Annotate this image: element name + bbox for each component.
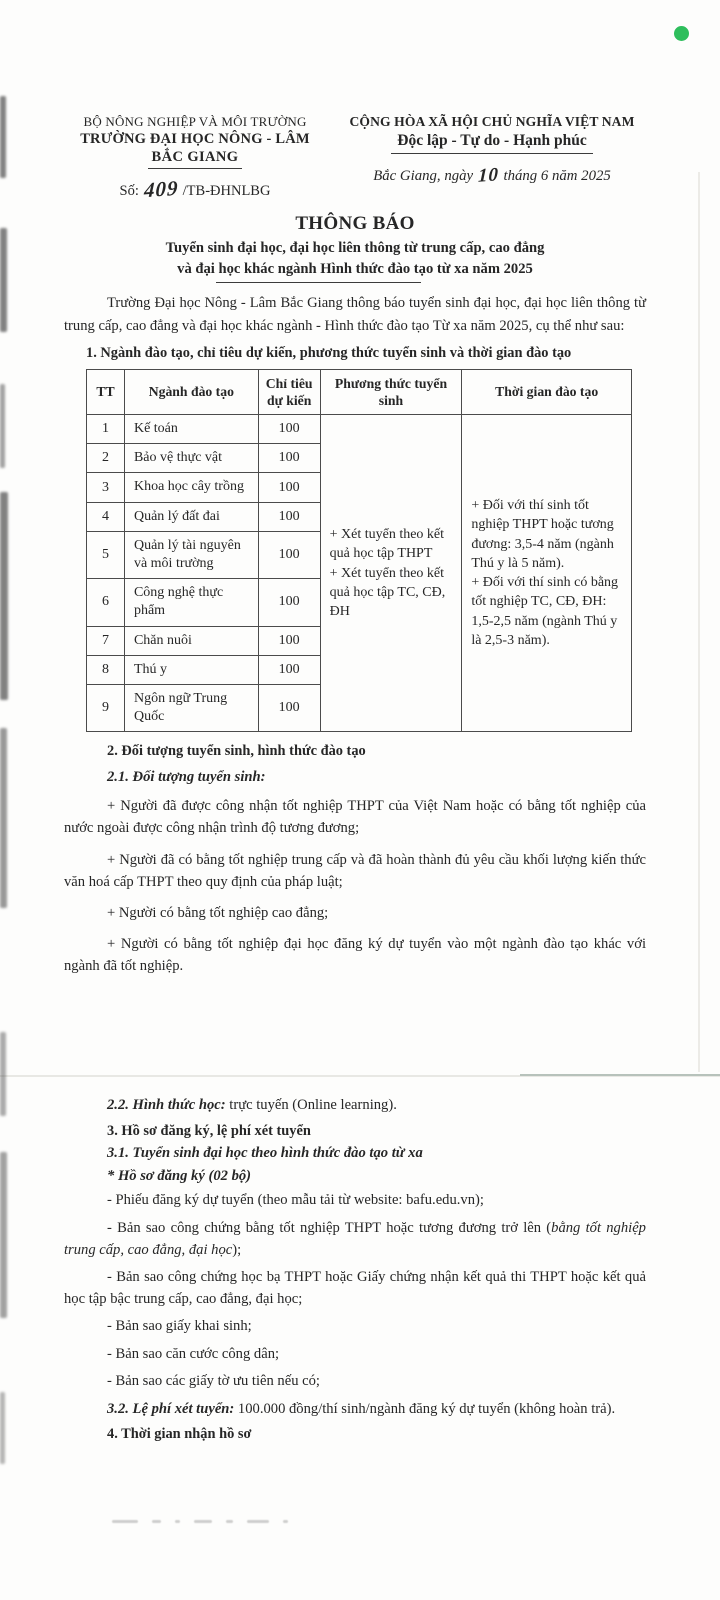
cell-chitieu: 100 (258, 626, 320, 655)
document-number-label: Số: (119, 183, 139, 199)
scan-edge-artifact (0, 384, 5, 468)
section22-lead: 2.2. Hình thức học: (107, 1097, 226, 1114)
cell-nganh: Quản lý đất đai (124, 502, 258, 531)
national-motto: Độc lập - Tự do - Hạnh phúc (391, 132, 592, 154)
date-suffix: tháng 6 năm 2025 (503, 168, 611, 184)
dossier-item2-italic: bằng tốt nghiệp trung cấp, cao đẳng, đại học (64, 1219, 646, 1258)
dossier-item: - Bản sao các giấy tờ ưu tiên nếu có; (107, 1373, 320, 1390)
university-name-line1: TRƯỜNG ĐẠI HỌC NÔNG - LÂM (80, 131, 310, 147)
section2-heading: 2. Đối tượng tuyển sinh, hình thức đào tạo (107, 743, 366, 760)
eligibility-item: + Người đã được công nhận tốt nghiệp THPT của Việt Nam hoặc có bằng tốt nghiệp của nước ngoài được công nhận trình độ tương đương; (64, 798, 646, 837)
document-number-handwritten: 409 (143, 175, 179, 203)
cell-nganh: Khoa học cây trồng (124, 473, 258, 502)
eligibility-item: + Người có bằng tốt nghiệp đại học đăng ký dự tuyển vào một ngành đào tạo khác với ngành đã tốt nghiệp. (64, 936, 646, 975)
hoso-heading: * Hồ sơ đăng ký (02 bộ) (107, 1167, 252, 1184)
section3-heading: 3. Hồ sơ đăng ký, lệ phí xét tuyển (107, 1122, 311, 1139)
country-name: CỘNG HÒA XÃ HỘI CHỦ NGHĨA VIỆT NAM (349, 114, 635, 129)
dossier-item: - Bản sao giấy khai sinh; (107, 1318, 252, 1335)
dossier-item (64, 1218, 646, 1262)
green-status-dot (674, 26, 689, 41)
ministry-name: BỘ NÔNG NGHIỆP VÀ MÔI TRƯỜNG (83, 114, 307, 129)
dossier-item: - Bản sao công chứng học bạ THPT hoặc Giấy chứng nhận kết quả thi THPT hoặc kết quả học tập bậc trung cấp, cao đẳng, đại học; (64, 1269, 646, 1307)
intro-paragraph: Trường Đại học Nông - Lâm Bắc Giang thông báo tuyển sinh đại học, đại học liên thông từ trung cấp, cao đẳng và đại học khác ngành - Hình thức đào tạo Từ xa năm 2025, cụ thể như sau: (64, 295, 646, 334)
cell-chitieu: 100 (258, 502, 320, 531)
section22-line (64, 1095, 646, 1117)
cell-chitieu: 100 (258, 684, 320, 731)
eligibility-item: + Người đã có bằng tốt nghiệp trung cấp và đã hoàn thành đủ yêu cầu khối lượng kiến thức văn hoá cấp THPT theo quy định của pháp luật; (64, 851, 646, 890)
dossier-item2-pre: - Bản sao công chứng bằng tốt nghiệp THPT hoặc tương đương trở lên ( (107, 1219, 552, 1236)
table-header-row (87, 369, 632, 414)
cell-chitieu: 100 (258, 415, 320, 444)
section31-heading: 3.1. Tuyển sinh đại học theo hình thức đào tạo từ xa (107, 1145, 423, 1162)
date-day-handwritten: 10 (477, 164, 500, 187)
cell-chitieu: 100 (258, 444, 320, 473)
issuing-org-block (64, 114, 326, 203)
section4-heading: 4. Thời gian nhận hồ sơ (107, 1425, 252, 1442)
cell-chitieu: 100 (258, 579, 320, 626)
subtitle-line2: và đại học khác ngành Hình thức đào tạo từ xa năm 2025 (177, 260, 533, 277)
cell-tt: 4 (87, 502, 125, 531)
cell-chitieu: 100 (258, 531, 320, 578)
dossier-item: - Phiếu đăng ký dự tuyển (theo mẫu tải từ website: bafu.edu.vn); (107, 1192, 484, 1209)
scan-edge-artifact (0, 1152, 7, 1318)
cell-tt: 2 (87, 444, 125, 473)
date-prefix: Bắc Giang, ngày (373, 168, 474, 184)
section22-rest: trực tuyến (Online learning). (225, 1097, 397, 1114)
place-date-line (338, 165, 646, 185)
header-cell-phuongthuc: Phương thức tuyển sinh (320, 369, 462, 414)
cell-nganh: Kế toán (124, 415, 258, 444)
cell-chitieu: 100 (258, 655, 320, 684)
section1-heading: 1. Ngành đào tạo, chỉ tiêu dự kiến, phương thức tuyển sinh và thời gian đào tạo (86, 344, 572, 361)
dossier-item: - Bản sao căn cước công dân; (107, 1345, 280, 1362)
scan-edge-artifact (0, 1032, 6, 1116)
document-header (64, 114, 646, 203)
header-cell-chitieu: Chỉ tiêu dự kiến (258, 369, 320, 414)
scan-edge-artifact (0, 1392, 5, 1464)
document-number-line (64, 175, 326, 203)
document-number-suffix: /TB-ĐHNLBG (182, 183, 271, 199)
scan-edge-artifact (0, 728, 7, 908)
section21-heading: 2.1. Đối tượng tuyển sinh: (107, 769, 266, 786)
thoigian-item: + Đối với thí sinh tốt nghiệp THPT hoặc tương đương: 3,5-4 năm (ngành Thú y là 5 năm). (471, 497, 614, 571)
page-gap (64, 977, 646, 1095)
section32-line (64, 1399, 646, 1421)
document-subtitle (64, 238, 646, 279)
university-name-line2: BẮC GIANG (148, 149, 243, 169)
cell-tt: 9 (87, 684, 125, 731)
table-row (87, 415, 632, 444)
cell-tt: 8 (87, 655, 125, 684)
national-motto-block (326, 114, 646, 200)
thoigian-item: + Đối với thí sinh có bằng tốt nghiệp TC, CĐ, ĐH: 1,5-2,5 năm (ngành Thú y là 2,5-3 năm). (471, 575, 619, 649)
cell-chitieu: 100 (258, 473, 320, 502)
cell-phuongthuc-merged (320, 415, 462, 732)
cell-tt: 6 (87, 579, 125, 626)
page-two-content (64, 1095, 646, 1442)
section32-lead: 3.2. Lệ phí xét tuyển: (107, 1400, 235, 1417)
admissions-table (86, 369, 632, 733)
section32-rest: 100.000 đồng/thí sinh/ngành đăng ký dự tuyển (không hoàn trả). (234, 1400, 616, 1417)
cell-tt: 1 (87, 415, 125, 444)
cell-nganh: Công nghệ thực phẩm (124, 579, 258, 626)
scan-edge-artifact (0, 228, 7, 332)
phuongthuc-item: + Xét tuyển theo kết quả học tập TC, CĐ, ĐH (329, 565, 446, 620)
cell-nganh: Thú y (124, 655, 258, 684)
cell-nganh: Bảo vệ thực vật (124, 444, 258, 473)
header-cell-tt: TT (87, 369, 125, 414)
phuongthuc-item: + Xét tuyển theo kết quả học tập THPT (329, 526, 445, 562)
cell-tt: 5 (87, 531, 125, 578)
header-cell-nganh: Ngành đào tạo (124, 369, 258, 414)
illegible-cutoff-text (112, 1512, 532, 1520)
scan-edge-artifact (0, 492, 8, 700)
dossier-item2-post: ); (232, 1241, 242, 1258)
document-title: THÔNG BÁO (295, 213, 415, 234)
subtitle-line1: Tuyển sinh đại học, đại học liên thông từ trung cấp, cao đẳng (165, 240, 545, 256)
eligibility-item: + Người có bằng tốt nghiệp cao đẳng; (107, 904, 329, 921)
cell-nganh: Chăn nuôi (124, 626, 258, 655)
cell-nganh: Ngôn ngữ Trung Quốc (124, 684, 258, 731)
cell-thoigian-merged (462, 415, 632, 732)
scan-edge-artifact (0, 96, 6, 178)
cell-tt: 3 (87, 473, 125, 502)
header-cell-thoigian: Thời gian đào tạo (462, 369, 632, 414)
cell-tt: 7 (87, 626, 125, 655)
subtitle-underline (216, 282, 421, 283)
cell-nganh: Quản lý tài nguyên và môi trường (124, 531, 258, 578)
